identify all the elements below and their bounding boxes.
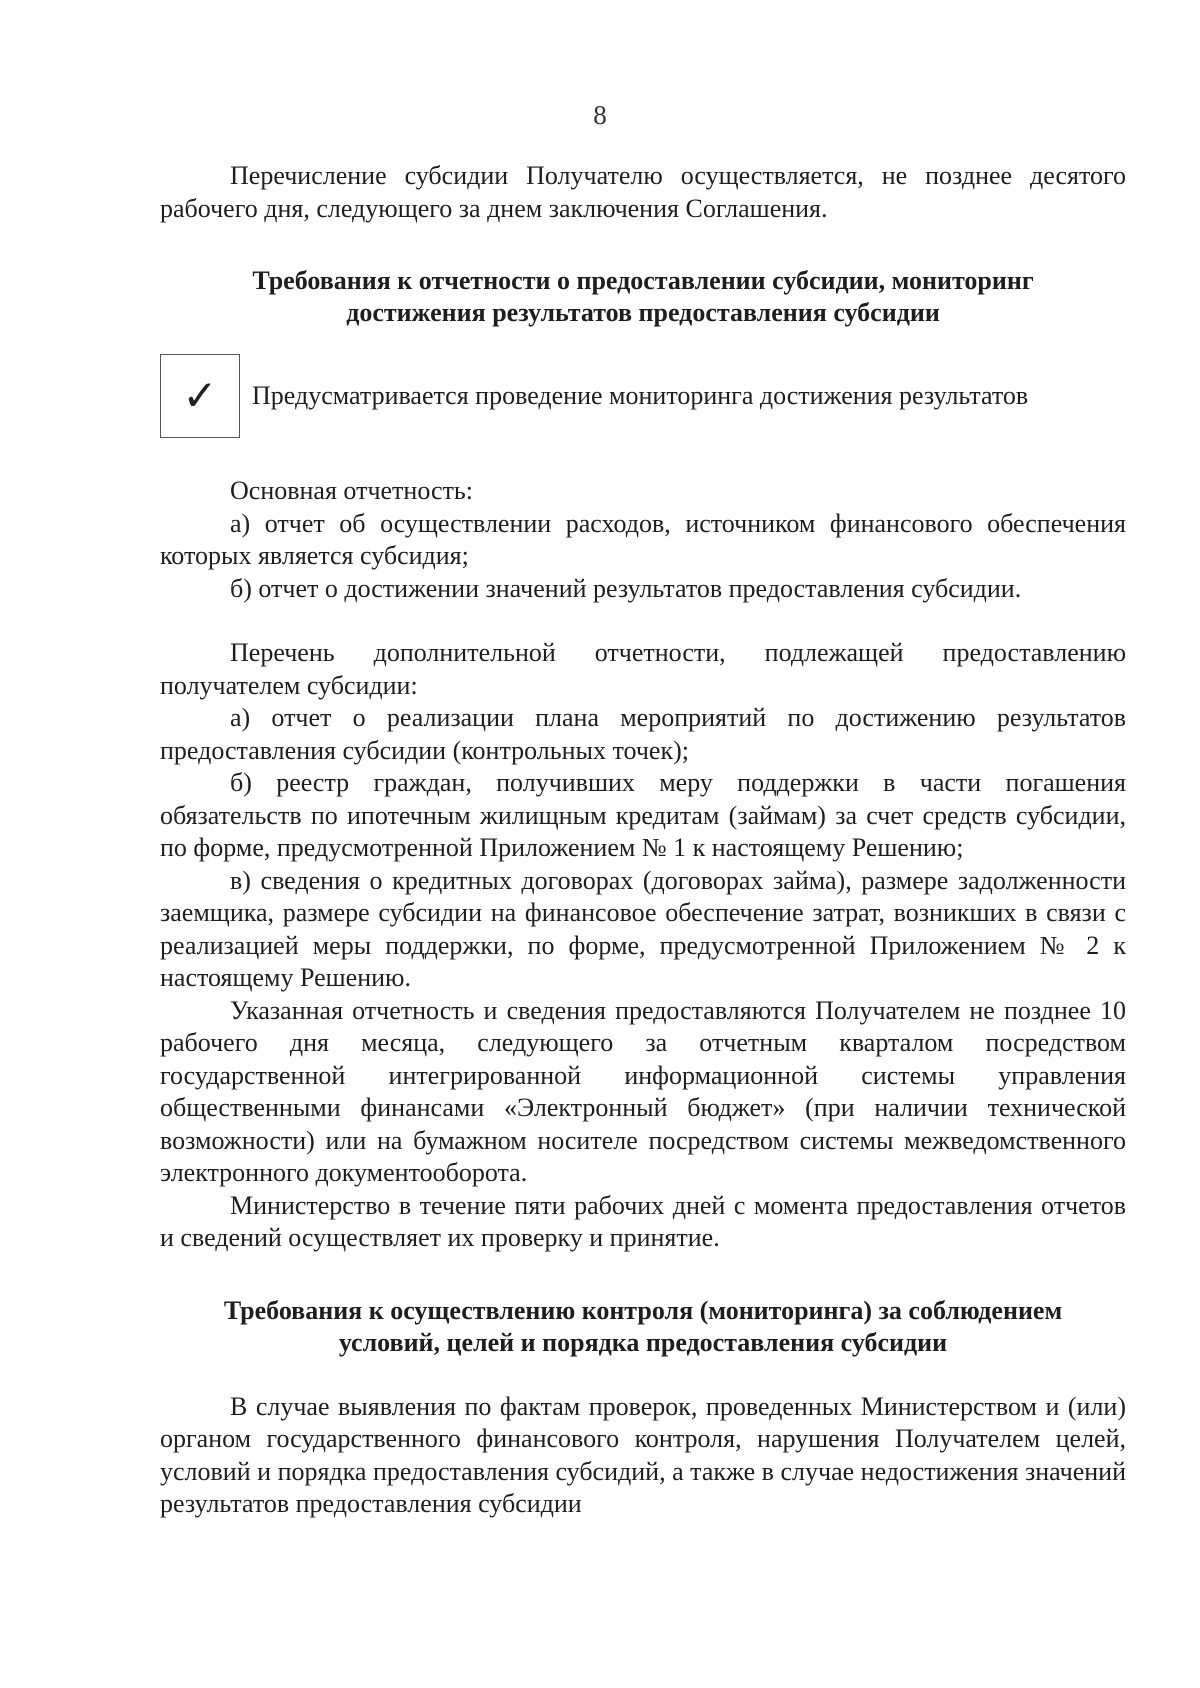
spacer [160, 329, 1126, 351]
monitoring-checkbox-row [160, 351, 1126, 441]
heading-control-requirements: Требования к осуществлению контроля (мониторинга) за соблюдением условий, целей и порядка предоставления субсидии [223, 1295, 1063, 1357]
spacer [160, 441, 1126, 475]
additional-reporting-item-c: в) сведения о кредитных договорах (договорах займа), размере задолженности заемщика, размере субсидии на финансовое обеспечение затрат, возникших в связи с реализацией меры поддержки, по форме, предусмотренной Приложением № 2 к настоящему Решению. [160, 865, 1126, 992]
spacer [160, 1255, 1126, 1295]
ministry-check-paragraph: Министерство в течение пяти рабочих дней с момента предоставления отчетов и сведений осуществляет их проверку и принятие. [160, 1190, 1126, 1252]
heading-reporting-requirements: Требования к отчетности о предоставлении субсидии, мониторинг достижения результатов предоставления субсидии [252, 266, 1034, 327]
document-body [160, 160, 1126, 1521]
control-paragraph: В случае выявления по фактам проверок, проведенных Министерством и (или) органом государственного финансового контроля, нарушения Получателем целей, условий и порядка предоставления субсидий, а также в случае недостижения значений результатов предоставления субсидии [160, 1391, 1126, 1518]
monitoring-checkbox-label: Предусматривается проведение мониторинга достижения результатов [252, 380, 1029, 410]
main-reporting-item-b: б) отчет о достижении значений результатов предоставления субсидии. [230, 573, 1022, 603]
spacer [160, 225, 1126, 265]
spacer [160, 605, 1126, 637]
checkmark-icon: ✓ [182, 370, 218, 420]
reporting-deadline-paragraph: Указанная отчетность и сведения предоставляются Получателем не позднее 10 рабочего дня месяца, следующего за отчетным кварталом посредством государственной интегрированной информационной системы управления общественными финансами «Электронный бюджет» (при наличии технической возможности) или на бумажном носителе посредством системы межведомственного электронного документооборота. [160, 995, 1126, 1187]
main-reporting-item-a: а) отчет об осуществлении расходов, источником финансового обеспечения которых является субсидия; [160, 508, 1126, 570]
additional-reporting-title: Перечень дополнительной отчетности, подлежащей предоставлению получателем субсидии: [160, 638, 1126, 700]
additional-reporting-item-a: а) отчет о реализации плана мероприятий по достижению результатов предоставления субсидии (контрольных точек); [160, 703, 1126, 765]
transfer-paragraph: Перечисление субсидии Получателю осуществляется, не позднее десятого рабочего дня, следующего за днем заключения Соглашения. [160, 161, 1126, 223]
page-number: 8 [593, 100, 607, 130]
monitoring-checkbox[interactable] [160, 354, 240, 438]
main-reporting-title: Основная отчетность: [230, 476, 473, 505]
spacer [160, 1359, 1126, 1391]
additional-reporting-item-b: б) реестр граждан, получивших меру поддержки в части погашения обязательств по ипотечным жилищным кредитам (займам) за счет средств субсидии, по форме, предусмотренной Приложением № 1 к настоящему Решению; [160, 768, 1126, 862]
